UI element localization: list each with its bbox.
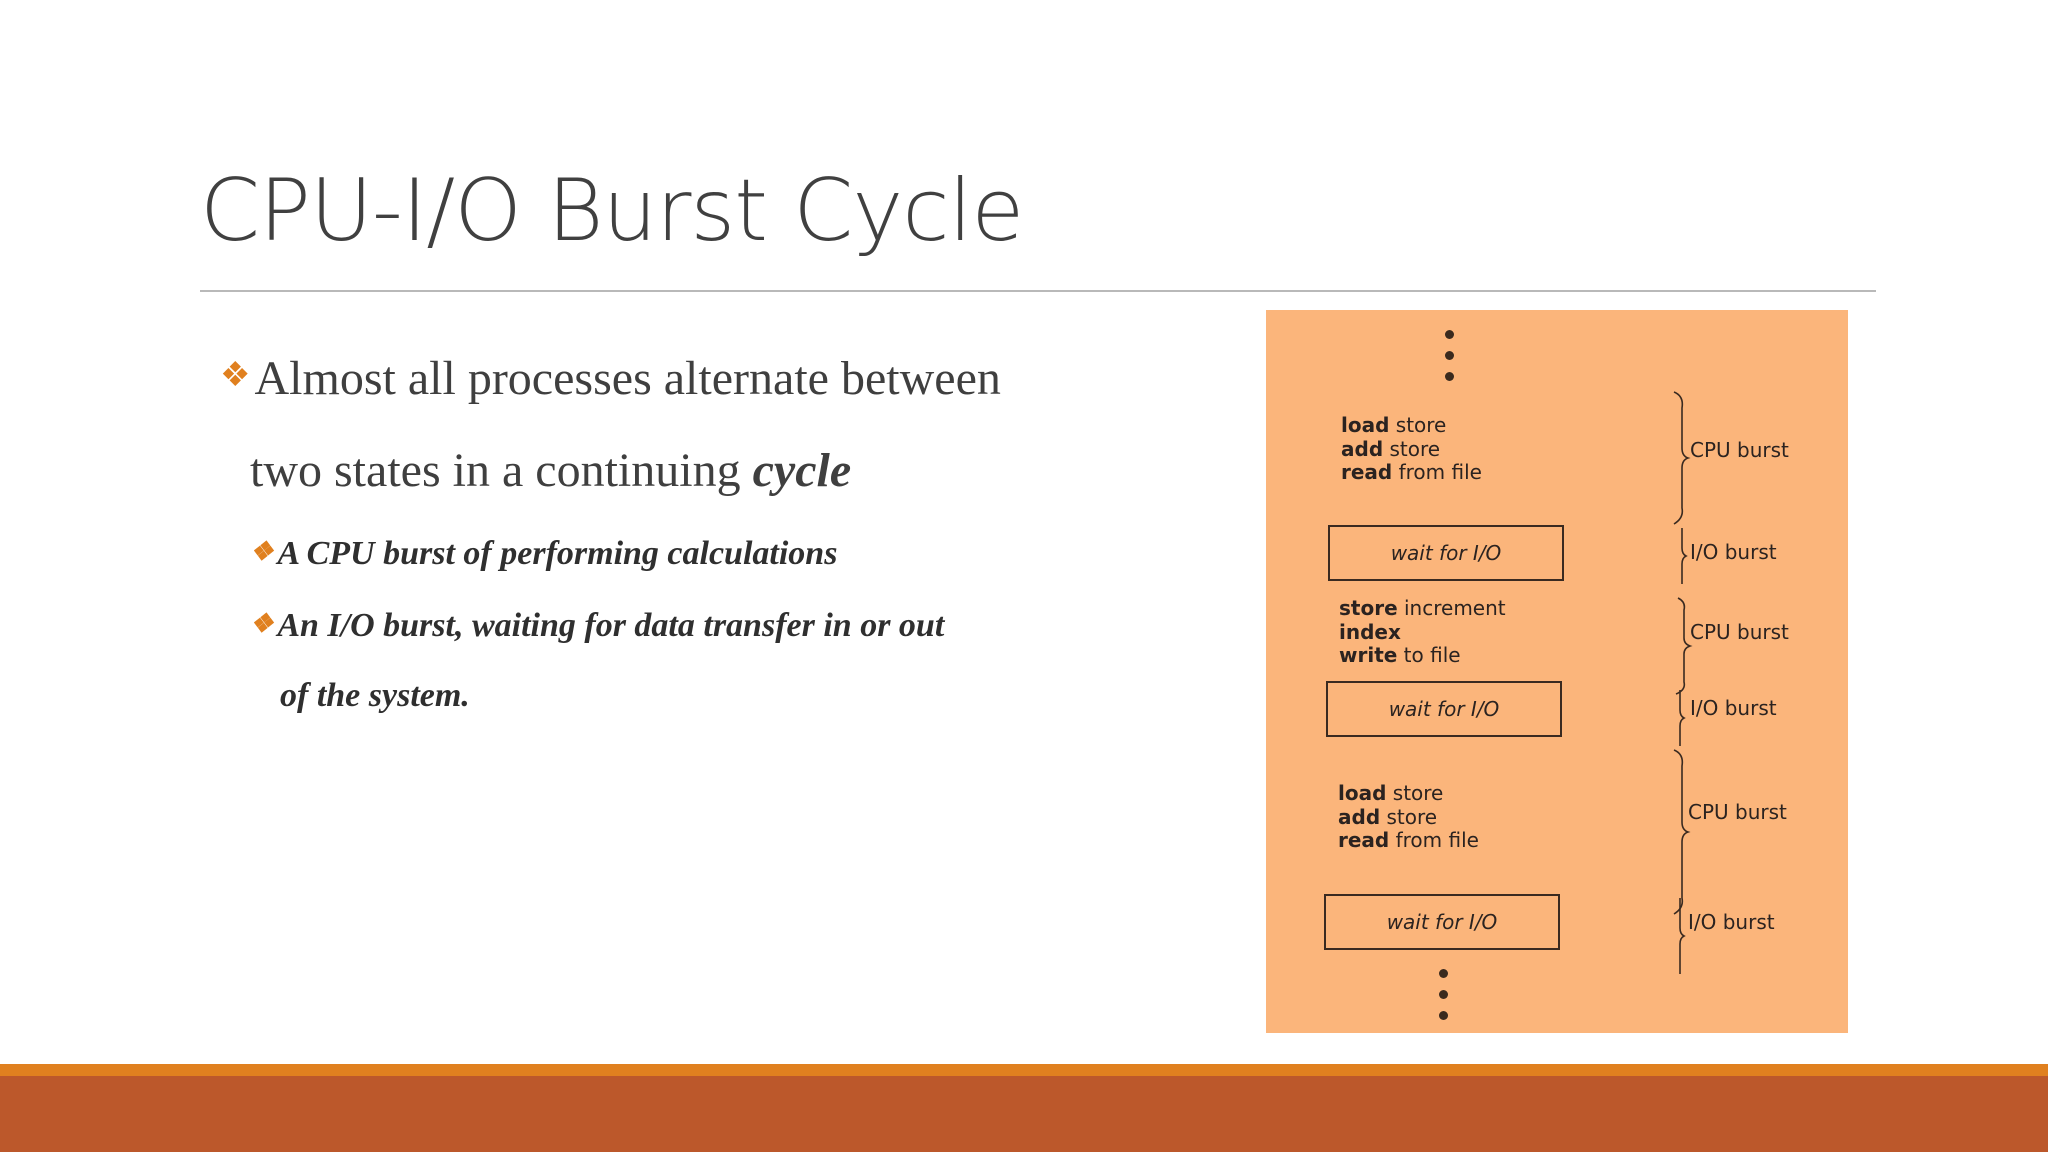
ellipsis-bottom-icon [1437,969,1449,1032]
title-divider [200,290,1876,292]
brace-io3 [1680,898,1684,974]
brace-cpu2 [1676,598,1690,694]
footer-bar [0,1076,2048,1152]
label-cpu-burst-1: CPU burst [1690,438,1789,462]
wait-box-2: wait for I/O [1326,681,1562,737]
diamond-bullet-icon: ❖ [250,609,274,638]
instr-line: load store [1341,413,1447,437]
brace-io1 [1682,528,1686,584]
instr-line: index [1339,619,1401,644]
instr-line: load store [1338,781,1444,805]
brace-cpu3 [1674,750,1688,914]
bullet-main-line2 [220,425,1070,517]
label-io-burst-2: I/O burst [1690,696,1777,720]
footer-accent-stripe [0,1064,2048,1076]
brace-io2 [1680,690,1684,746]
diamond-bullet-icon: ❖ [220,357,251,394]
bullet-sub-cpu-text: A CPU burst of performing calculations [277,535,838,572]
label-io-burst-3: I/O burst [1688,910,1775,934]
bullet-main-keyword: cycle [752,444,852,497]
bullet-sub-io [220,589,1070,731]
label-cpu-burst-3: CPU burst [1688,800,1787,824]
slide-title: CPU-I/O Burst Cycle [200,161,1024,261]
wait-box-1: wait for I/O [1328,525,1564,581]
bullet-main-line1: Almost all processes alternate between [254,352,1001,405]
burst-cycle-figure [1266,310,1848,1033]
instr-block-1 [1341,414,1482,485]
instr-line: read from file [1341,460,1482,484]
instr-line: add store [1341,436,1441,461]
bullet-sub-io-line1: An I/O burst, waiting for data transfer in or out [277,607,945,644]
bullet-sub-io-line2: of the system. [280,677,470,714]
diamond-bullet-icon: ❖ [250,537,274,566]
bullet-sub-cpu [220,517,1070,589]
wait-box-3: wait for I/O [1324,894,1560,950]
instr-line: write to file [1339,643,1461,667]
instr-line: store increment [1339,596,1506,620]
label-io-burst-1: I/O burst [1690,540,1777,564]
bullet-main-prefix: two states in a continuing [250,444,753,497]
instr-line: add store [1338,804,1438,829]
ellipsis-top-icon [1443,330,1455,393]
label-cpu-burst-2: CPU burst [1690,620,1789,644]
instr-block-3 [1338,782,1479,853]
bullet-list [220,330,1070,731]
instr-line: read from file [1338,828,1479,852]
brace-cpu1 [1674,392,1688,524]
instr-block-2 [1339,597,1506,668]
bullet-main [220,330,1070,517]
